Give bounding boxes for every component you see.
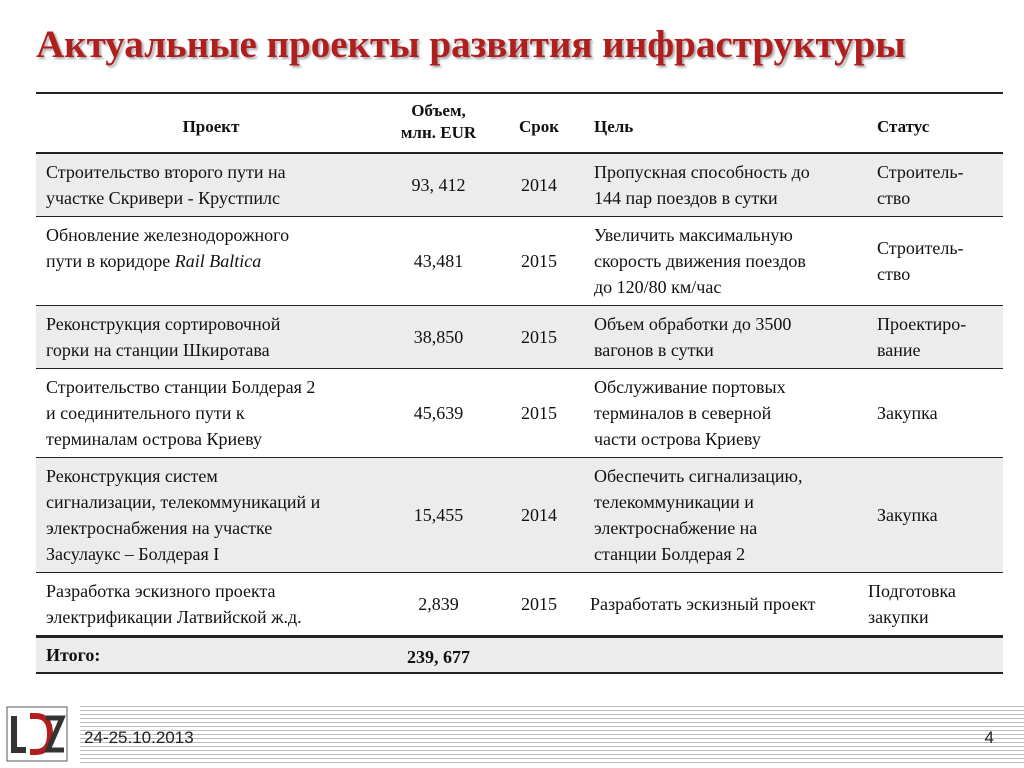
table-row: [36, 154, 1003, 216]
project-name: Обновление железнодорожного пути в коридоре Rail Baltica: [46, 225, 290, 271]
project-volume: 38,850: [413, 327, 464, 347]
project-term: 2014: [521, 175, 557, 195]
project-status: Закупка: [877, 505, 938, 525]
project-status: Подготовка закупки: [868, 581, 956, 627]
header-status: Статус: [877, 117, 930, 136]
project-term: 2015: [521, 403, 557, 423]
total-value: 239, 677: [407, 647, 470, 667]
project-volume: 45,639: [413, 403, 464, 423]
project-status: Строитель- ство: [877, 238, 964, 284]
ldz-logo-icon: [6, 706, 68, 762]
project-term: 2015: [521, 251, 557, 271]
project-name: Строительство станции Болдерая 2 и соединительного пути к терминалам острова Криеву: [46, 377, 316, 449]
table-header-row: [36, 94, 1003, 152]
header-project: Проект: [182, 117, 240, 136]
header-goal: Цель: [594, 117, 634, 136]
slide-footer: [0, 702, 1024, 768]
project-goal: Пропускная способность до 144 пар поездов в сутки: [594, 162, 810, 208]
project-volume: 43,481: [413, 251, 464, 271]
project-term: 2014: [521, 505, 557, 525]
table-row: [36, 217, 1003, 305]
project-volume: 2,839: [418, 594, 459, 614]
project-status: Строитель- ство: [877, 162, 964, 208]
project-goal: Обеспечить сигнализацию, телекоммуникации и электроснабжение на станции Болдерая 2: [594, 466, 803, 564]
project-goal: Объем обработки до 3500 вагонов в сутки: [594, 314, 792, 360]
header-term: Срок: [518, 117, 560, 136]
table-row: [36, 458, 1003, 572]
project-goal: Разработать эскизный проект: [590, 594, 816, 614]
footer-date: 24-25.10.2013: [84, 728, 194, 747]
project-term: 2015: [521, 594, 557, 614]
total-label: Итого:: [46, 645, 101, 665]
project-name: Реконструкция сортировочной горки на станции Шкиротава: [46, 314, 281, 360]
table-row: [36, 369, 1003, 457]
project-goal: Увеличить максимальную скорость движения поездов до 120/80 км/час: [594, 225, 806, 297]
project-volume: 15,455: [413, 505, 464, 525]
slide-title: Актуальные проекты развития инфраструктуры: [36, 23, 906, 66]
project-term: 2015: [521, 327, 557, 347]
project-volume: 93, 412: [411, 175, 466, 195]
header-volume: Объем, млн. EUR: [400, 101, 477, 142]
project-name: Реконструкция систем сигнализации, телекоммуникаций и электроснабжения на участке Засулаукс – Болдерая I: [46, 466, 321, 564]
page-number: 4: [984, 728, 994, 747]
table-row: [36, 306, 1003, 368]
project-status: Проектиро- вание: [877, 314, 967, 360]
project-name: Строительство второго пути на участке Скривери - Крустпилс: [46, 162, 286, 208]
total-row: [36, 638, 1003, 672]
project-goal: Обслуживание портовых терминалов в северной части острова Криеву: [594, 377, 786, 449]
table-bottom-rule: [36, 672, 1003, 674]
footer-stripes: [80, 706, 1024, 764]
project-name: Разработка эскизного проекта электрификации Латвийской ж.д.: [46, 581, 302, 627]
project-status: Закупка: [877, 403, 938, 423]
table-row: [36, 573, 1003, 635]
